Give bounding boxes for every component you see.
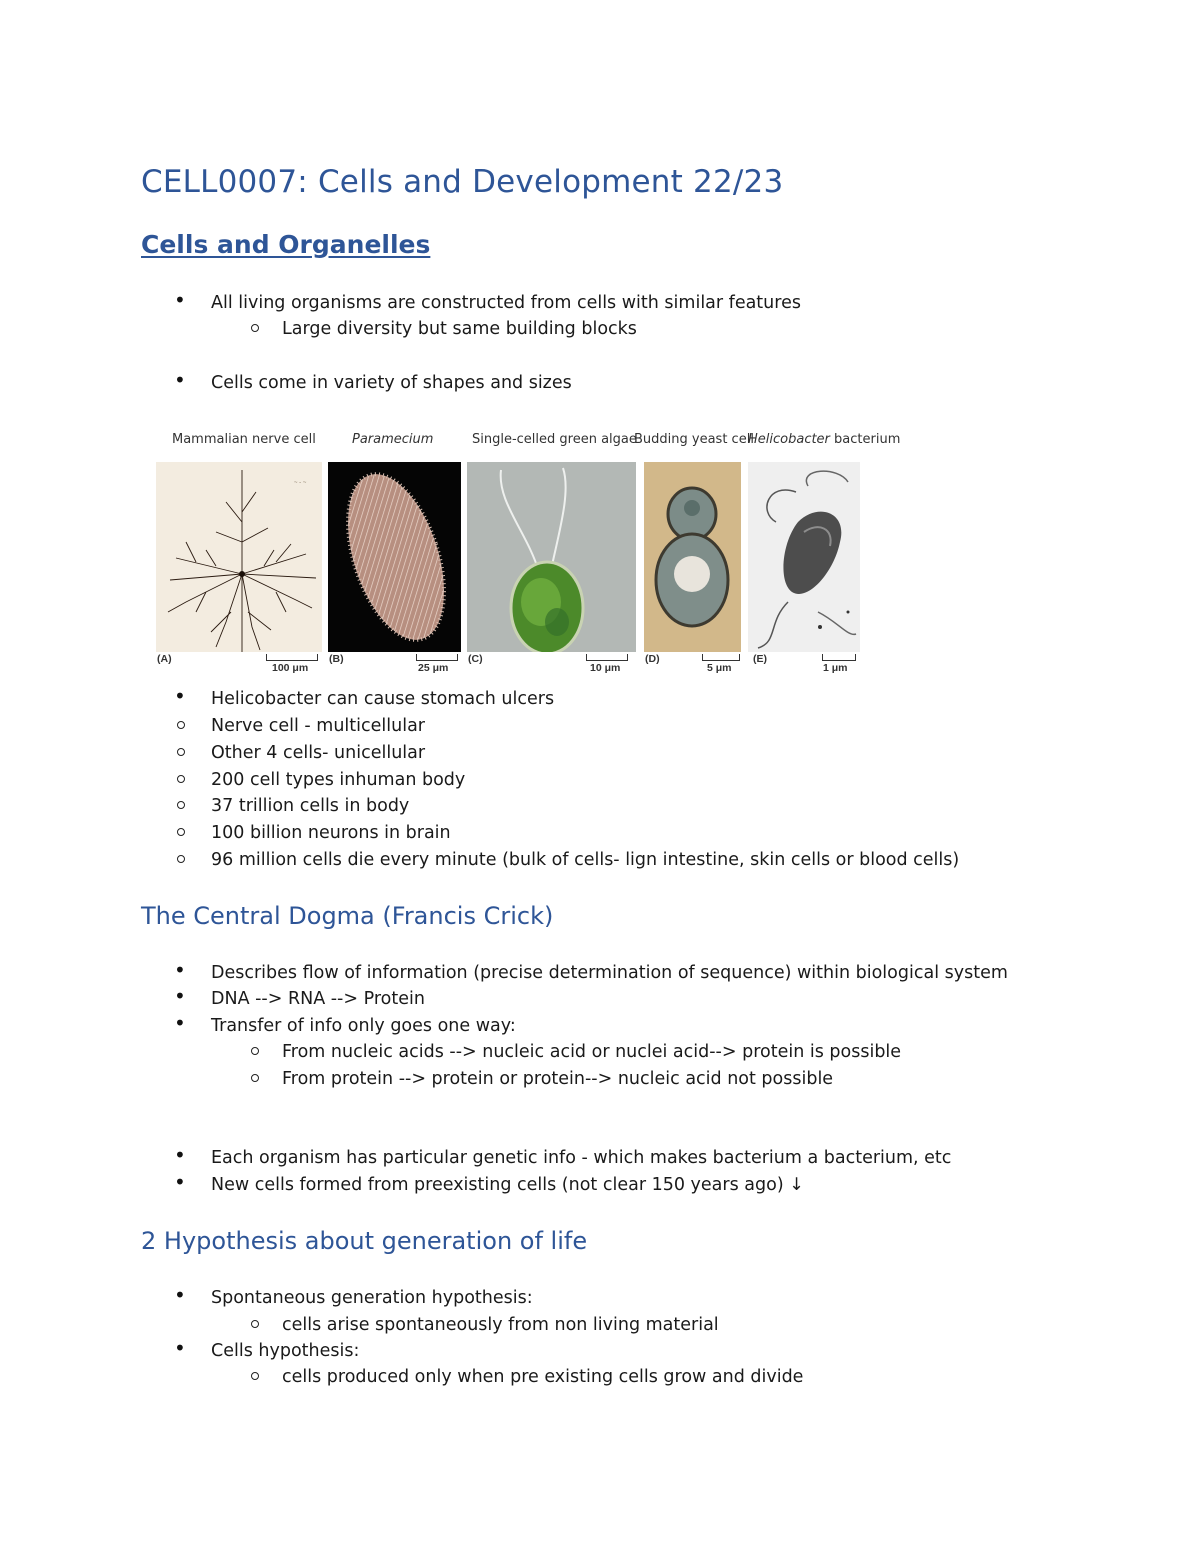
list-item: 100 billion neurons in brain bbox=[211, 823, 451, 843]
bullet-dot: • bbox=[174, 368, 186, 392]
bullet-dot: • bbox=[174, 288, 186, 312]
bullet-dot: • bbox=[174, 1011, 186, 1035]
scale-label-d: 5 μm bbox=[707, 662, 732, 674]
helicobacter-drawing bbox=[748, 462, 860, 652]
scale-bar-a bbox=[266, 654, 318, 661]
list-item: Describes flow of information (precise determination of sequence) within biological system bbox=[211, 963, 1008, 983]
scale-label-b: 25 μm bbox=[418, 662, 449, 674]
scale-label-a: 100 μm bbox=[272, 662, 309, 674]
figure-label-d: Budding yeast cell bbox=[634, 432, 754, 447]
nerve-cell-image bbox=[156, 462, 322, 652]
list-item: From nucleic acids --> nucleic acid or nuclei acid--> protein is possible bbox=[282, 1042, 902, 1062]
sub-bullet-circle bbox=[251, 1320, 259, 1328]
list-item: Large diversity but same building blocks bbox=[282, 319, 637, 339]
list-item: 37 trillion cells in body bbox=[211, 796, 410, 816]
list-item: 96 million cells die every minute (bulk of cells- lign intestine, skin cells or blood cells) bbox=[211, 850, 960, 870]
heading-central-dogma: The Central Dogma (Francis Crick) bbox=[141, 902, 554, 930]
svg-text:~ - ~: ~ - ~ bbox=[294, 480, 307, 486]
green-algae-drawing bbox=[467, 462, 636, 652]
list-item: Spontaneous generation hypothesis: bbox=[211, 1288, 533, 1308]
bullet-dot: • bbox=[174, 684, 186, 708]
list-item: Each organism has particular genetic info - which makes bacterium a bacterium, etc bbox=[211, 1148, 952, 1168]
heading-cells-and-organelles: Cells and Organelles bbox=[141, 230, 431, 259]
list-item: Transfer of info only goes one way: bbox=[211, 1016, 516, 1036]
list-item: Nerve cell - multicellular bbox=[211, 716, 425, 736]
bullet-dot: • bbox=[174, 1170, 186, 1194]
figure-label-b: Paramecium bbox=[352, 432, 434, 447]
budding-yeast-drawing bbox=[644, 462, 741, 652]
nerve-cell-drawing bbox=[156, 462, 322, 652]
sub-bullet-circle bbox=[177, 828, 185, 836]
sub-bullet-circle bbox=[177, 775, 185, 783]
list-item: cells produced only when pre existing cells grow and divide bbox=[282, 1367, 804, 1387]
green-algae-image bbox=[467, 462, 636, 652]
scale-bar-d bbox=[702, 654, 740, 661]
list-item: DNA --> RNA --> Protein bbox=[211, 989, 425, 1009]
figure-label-e: Helicobacter bacterium bbox=[748, 432, 901, 447]
paramecium-drawing bbox=[328, 462, 461, 652]
panel-letter-c: (C) bbox=[468, 653, 483, 665]
sub-bullet-circle bbox=[177, 855, 185, 863]
panel-letter-d: (D) bbox=[645, 653, 660, 665]
sub-bullet-circle bbox=[177, 801, 185, 809]
panel-letter-b: (B) bbox=[329, 653, 344, 665]
list-item: Other 4 cells- unicellular bbox=[211, 743, 426, 763]
bullet-dot: • bbox=[174, 984, 186, 1008]
bullet-dot: • bbox=[174, 958, 186, 982]
sub-bullet-circle bbox=[177, 748, 185, 756]
list-item: cells arise spontaneously from non living material bbox=[282, 1315, 719, 1335]
budding-yeast-image bbox=[644, 462, 741, 652]
figure-label-a: Mammalian nerve cell bbox=[172, 432, 316, 447]
helicobacter-image bbox=[748, 462, 860, 652]
sub-bullet-circle bbox=[251, 1074, 259, 1082]
scale-bar-e bbox=[822, 654, 856, 661]
scale-bar-b bbox=[416, 654, 458, 661]
bullet-dot: • bbox=[174, 1336, 186, 1360]
document-title: CELL0007: Cells and Development 22/23 bbox=[141, 164, 784, 200]
heading-hypothesis: 2 Hypothesis about generation of life bbox=[141, 1227, 588, 1255]
panel-letter-e: (E) bbox=[753, 653, 767, 665]
scale-label-e: 1 μm bbox=[823, 662, 848, 674]
sub-bullet-circle bbox=[251, 1047, 259, 1055]
scale-label-c: 10 μm bbox=[590, 662, 621, 674]
sub-bullet-circle bbox=[177, 721, 185, 729]
list-item: From protein --> protein or protein--> nucleic acid not possible bbox=[282, 1069, 834, 1089]
figure-label-c: Single-celled green algae bbox=[472, 432, 637, 447]
bullet-dot: • bbox=[174, 1283, 186, 1307]
scale-bar-c bbox=[586, 654, 628, 661]
list-item: Cells hypothesis: bbox=[211, 1341, 360, 1361]
panel-letter-a: (A) bbox=[157, 653, 172, 665]
list-item: 200 cell types inhuman body bbox=[211, 770, 466, 790]
sub-bullet-circle bbox=[251, 1372, 259, 1380]
list-item: Cells come in variety of shapes and sizes bbox=[211, 373, 572, 393]
list-item: All living organisms are constructed from cells with similar features bbox=[211, 293, 801, 313]
paramecium-image bbox=[328, 462, 461, 652]
sub-bullet-circle bbox=[251, 324, 259, 332]
bullet-dot: • bbox=[174, 1143, 186, 1167]
list-item: New cells formed from preexisting cells (not clear 150 years ago) ↓ bbox=[211, 1175, 804, 1195]
list-item: Helicobacter can cause stomach ulcers bbox=[211, 689, 555, 709]
